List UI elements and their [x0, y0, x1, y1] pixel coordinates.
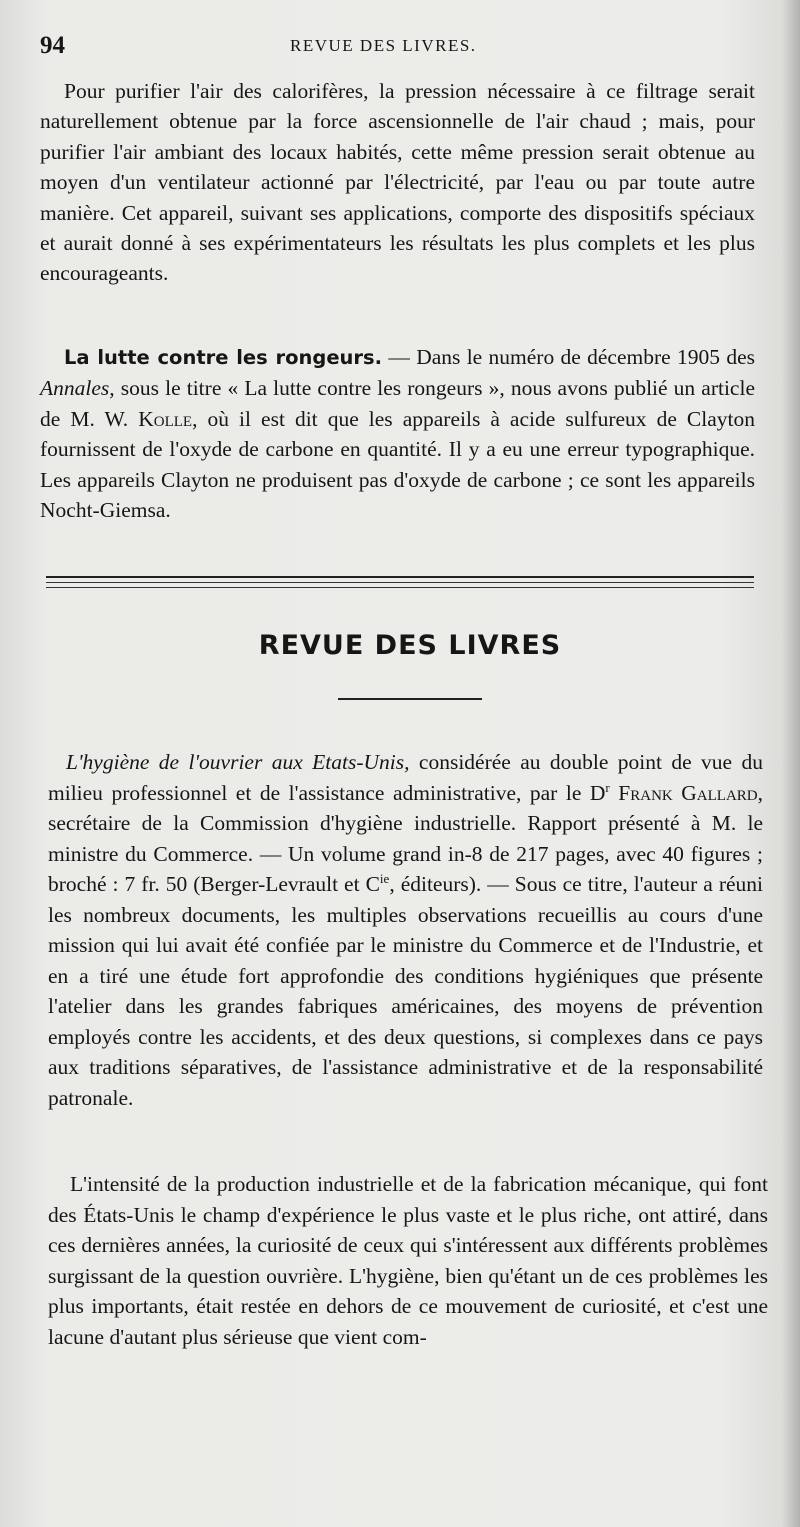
section-divider	[46, 576, 754, 592]
paragraph-text: sous le titre « La lutte contre les rongeurs », nous avons publié un article de M. W.	[40, 376, 755, 431]
paragraph-text: — Dans le numéro de décembre 1905 des	[382, 345, 755, 369]
running-head-title: REVUE DES LIVRES.	[290, 36, 477, 55]
running-head	[40, 32, 760, 62]
paragraph-text: , éditeurs). — Sous ce titre, l'auteur a réuni les nombreux documents, les multiples observations recueillis au cours d'une mission qui lui avait été confiée par le ministre du Commerce et de l'Industrie, et en a tiré une étude fort approfondie des conditions hygiéniques que présente l'atelier dans les grandes fabriques américaines, des moyens de prévention employés contre les accidents, et des deux questions, si complexes dans ce pays aux traditions séparatives, de l'assistance administrative et de la responsabilité patronale.	[48, 872, 763, 1110]
book-title: L'hygiène de l'ouvrier aux Etats-Unis,	[66, 750, 410, 774]
author-name: Kolle	[138, 406, 193, 431]
divider-rule	[46, 587, 754, 588]
author-name: Frank Gallard	[618, 780, 758, 805]
journal-name: Annales,	[40, 376, 115, 401]
divider-rule	[46, 582, 754, 583]
title-underline	[338, 698, 482, 700]
paragraph-text: considérée au double point de vue du milieu professionnel et de l'assistance administrative, par le D	[48, 750, 763, 805]
page-number: 94	[40, 32, 65, 59]
superscript: r	[605, 779, 610, 795]
divider-rule	[46, 576, 754, 578]
section-title: REVUE DES LIVRES	[258, 630, 562, 661]
page-edge-shadow	[782, 0, 800, 1527]
paragraph-industrial-intensity: L'intensité de la production industrielle et de la fabrication mécanique, qui font des États-Unis le champ d'expérience le plus vaste et le plus riche, ont attiré, dans ces dernières années, la curiosité de ceux qui s'intéressent aux différents problèmes surgissant de la question ouvrière. L'hygiène, bien qu'étant un de ces problèmes les plus importants, était restée en dehors de ce mouvement de curiosité, et c'est une lacune d'autant plus sérieuse que vient com-	[48, 1172, 768, 1349]
book-review-paragraph	[48, 747, 763, 1113]
paragraph-text: , où il est dit que les appareils à acide sulfureux de Clayton fournissent de l'oxyde de carbone en quantité. Il y a eu une erreur typographique. Les appareils Clayton ne produisent pas d'oxyde de carbone ; ce sont les appareils Nocht-Giemsa.	[40, 406, 755, 523]
paragraph-rodent-control	[40, 342, 755, 525]
paragraph-lead-heading: La lutte contre les rongeurs.	[64, 346, 383, 369]
paragraph-air-purification: Pour purifier l'air des calorifères, la pression nécessaire à ce filtrage serait naturellement obtenue par la force ascensionnelle de l'air chaud ; mais, pour purifier l'air ambiant des locaux habités, cette même pression serait obtenue au moyen d'un ventilateur actionné par l'électricité, par l'eau ou par toute autre manière. Cet appareil, suivant ses applications, comporte des dispositifs spéciaux et aurait donné à ses expérimentateurs les résultats les plus complets et les plus encourageants.	[40, 79, 755, 286]
paragraph-text: , secrétaire de la Commission d'hygiène industrielle. Rapport présenté à M. le ministre du Commerce. — Un volume grand in-8 de 217 pages, avec 40 figures ; broché : 7 fr. 50 (Berger-Levrault et C	[48, 780, 764, 896]
superscript: ie	[379, 870, 390, 886]
